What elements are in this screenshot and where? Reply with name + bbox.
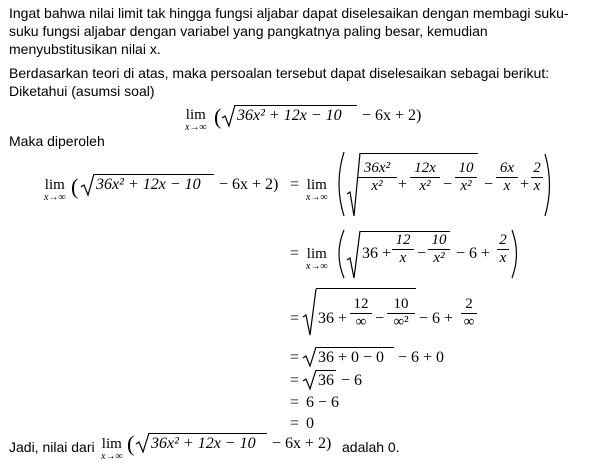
radicand: 36x² + 12x − 10: [237, 107, 342, 124]
equals-sign: =: [290, 310, 300, 327]
radicand: 36 + 0 − 0: [318, 349, 385, 366]
radical-bar: [360, 153, 478, 154]
tail-terms: − 6 +: [419, 310, 454, 327]
limit-operator-step2: lim x→∞: [306, 246, 328, 272]
fraction: 10 ∞²: [387, 296, 415, 331]
known-label: Diketahui (asumsi soal): [9, 83, 155, 99]
big-paren-radical: [335, 228, 361, 282]
intro-line-1: Ingat bahwa nilai limit tak hingga fungsi aljabar dapat diselesaikan dengan membagi suku-: [9, 5, 569, 21]
open-paren: (: [71, 174, 79, 199]
equals-sign: =: [290, 372, 300, 389]
intro-line-3: menyubstitusikan nilai x.: [9, 41, 161, 57]
fraction: 12 ∞: [350, 296, 372, 331]
lead-term: 36 +: [362, 245, 392, 262]
radical-sign: [222, 104, 236, 128]
limit-operator-lhs: lim x→∞: [44, 177, 66, 203]
fraction: $\frac{10}{\text{x²}}$: [428, 232, 450, 267]
fraction: $\frac{6x}{x}$: [496, 160, 518, 195]
intro-line-2: suku fungsi aljabar dengan variabel yang pangkatnya paling besar, kemudian: [9, 23, 488, 39]
open-paren: (: [214, 104, 222, 129]
tail-terms: − 6x + 2): [362, 107, 422, 124]
tail-terms: − 6x + 2): [219, 176, 279, 193]
radical-bar: [316, 370, 336, 371]
tail-terms: − 6 +: [456, 245, 491, 262]
radical-bar: [94, 174, 214, 175]
radical-sign: [303, 369, 317, 391]
equals-sign: =: [290, 176, 300, 193]
tail-terms: − 6 + 0: [398, 349, 445, 366]
radicand: 36: [318, 372, 334, 389]
equals-sign: =: [290, 394, 300, 411]
equals-sign: =: [290, 349, 300, 366]
lead-term: 36 +: [318, 310, 348, 327]
minus-sign: −: [417, 245, 427, 262]
equals-sign: =: [290, 245, 300, 262]
close-paren: [511, 228, 521, 282]
radical-sign: [303, 346, 317, 368]
open-paren: (: [127, 431, 135, 456]
equals-sign: =: [290, 415, 300, 432]
radical-bar: [235, 105, 357, 106]
theory-line: Berdasarkan teori di atas, maka persoalan tersebut dapat diselesaikan sebagai berikut:: [9, 65, 550, 81]
obtained-label: Maka diperoleh: [9, 133, 105, 149]
plus-sign: +: [520, 176, 530, 193]
radical-bar: [316, 347, 394, 348]
fraction: $\frac{12x}{\text{x²}}$: [410, 160, 440, 195]
tail-terms: − 6x + 2): [272, 435, 332, 452]
conclusion-prefix: Jadi, nilai dari: [9, 439, 95, 455]
fraction: $\frac{2}{x}$: [497, 232, 509, 267]
step-expression: 6 − 6: [306, 394, 340, 411]
limit-operator-step1: lim x→∞: [306, 177, 328, 203]
radicand: 36x² + 12x − 10: [96, 176, 201, 193]
limit-operator: lim x→∞: [185, 107, 207, 133]
radical-sign: [81, 173, 95, 197]
fraction: $\frac{12}{x}$: [392, 232, 414, 267]
fraction: $\frac{2}{x}$: [531, 160, 543, 195]
step-result: 0: [306, 415, 314, 432]
radical-sign: [136, 432, 150, 454]
fraction: $\frac{10}{\text{x²}}$: [455, 160, 477, 195]
fraction: $\frac{\text{36x²}}{\text{x²}}$: [357, 160, 397, 195]
close-paren: [544, 152, 554, 218]
radicand: 36x² + 12x − 10: [151, 435, 256, 452]
minus-sign: −: [375, 310, 385, 327]
limit-operator-conclusion: lim x→∞: [101, 436, 123, 462]
minus-sign: −: [443, 176, 453, 193]
radical-sign: [303, 287, 317, 337]
conclusion-suffix: adalah 0.: [342, 439, 400, 455]
fraction: 2 ∞: [461, 296, 477, 331]
minus-sign: −: [484, 176, 494, 193]
tail-terms: − 6: [341, 372, 363, 389]
radical-bar: [316, 288, 416, 289]
plus-sign: +: [398, 176, 408, 193]
radical-bar: [149, 433, 267, 434]
